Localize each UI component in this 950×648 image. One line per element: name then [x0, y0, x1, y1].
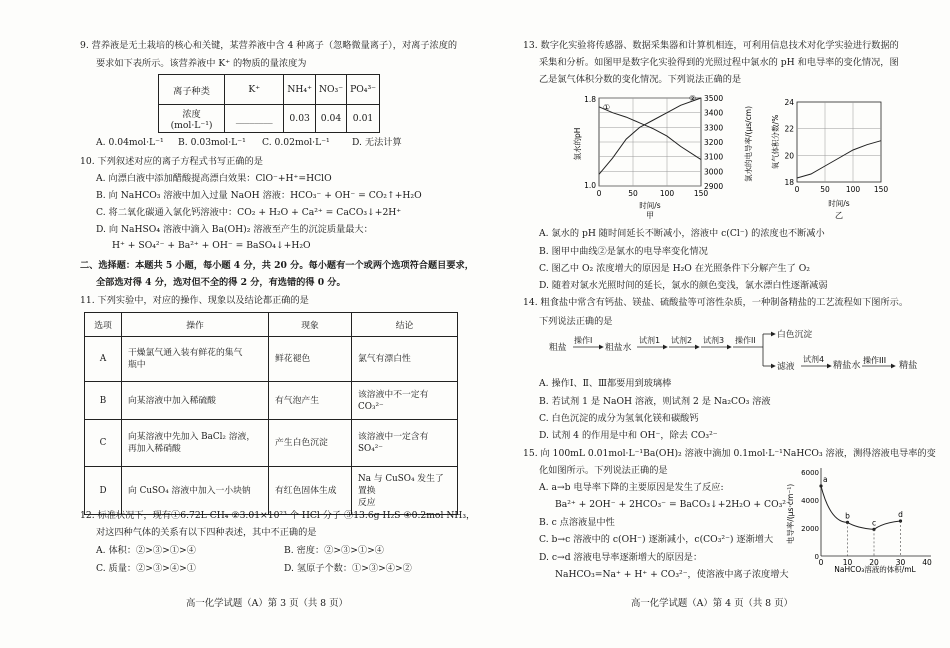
chart-yi-series-line: [797, 141, 881, 178]
q13-option-b: B. 图甲中曲线②是氯水的电导率变化情况: [539, 246, 708, 257]
flow-op1: 操作I: [574, 336, 593, 345]
q14-option-b: B. 若试剂 1 是 NaOH 溶液，则试剂 2 是 Na₂CO₃ 溶液: [539, 396, 771, 407]
chart-jia-xlabel: 时间/s: [639, 201, 661, 210]
q9-th-po4: PO₄³⁻: [347, 75, 380, 105]
q11-a-conclusion: 氯气有漂白性: [352, 337, 458, 382]
chart-jia-y2tick: 2900: [704, 182, 724, 191]
q10-option-d-line2: H⁺ + SO₄²⁻ + Ba²⁺ + OH⁻ = BaSO₄↓+H₂O: [112, 240, 311, 251]
q9-th-nh4: NH₄⁺: [284, 75, 316, 105]
q11-c-conclusion: 该溶液中一定含有SO₄²⁻: [352, 420, 458, 467]
q9-option-c: C. 0.02mol·L⁻¹: [262, 137, 330, 148]
q14-option-c: C. 白色沉淀的成分为氢氧化镁和碳酸钙: [539, 413, 699, 424]
q11-a-operation: [122, 337, 269, 382]
chart-jia: [575, 88, 757, 220]
q9-th-no3: NO₃⁻: [315, 75, 346, 105]
q13-stem-line3: 乙是氯气体积分数的变化情况。下列说法正确的是: [539, 74, 742, 85]
q13-option-c: C. 图乙中 O₂ 浓度增大的原因是 H₂O 在光照条件下分解产生了 O₂: [539, 263, 810, 274]
chart-jia-series-line-2: [599, 98, 701, 174]
chart-cond-point-a: [819, 484, 822, 487]
q9-stem-line2: 要求如下表所示。该营养液中 K⁺ 的物质的量浓度为: [96, 58, 307, 69]
chart-yi-xlabel: 时间/s: [828, 199, 850, 208]
chart-jia-ytick-top: 1.8: [584, 95, 596, 104]
flow-refined-salt: 精盐: [899, 360, 918, 371]
q11-c-op-line1: 向某溶液中先加入 BaCl₂ 溶液，: [128, 432, 256, 442]
page-4: [475, 0, 950, 648]
q15-stem-line1: 15. 向 100mL 0.01mol·L⁻¹Ba(OH)₂ 溶液中滴加 0.1mol·L⁻¹NaHCO₃ 溶液，测得溶液电导率的变: [523, 448, 936, 459]
section2-heading-line1: 二、选择题：本题共 5 小题，每小题 4 分，共 20 分。每小题有一个或两个选项符合题目要求，: [80, 260, 474, 271]
q11-c-option: C: [85, 420, 122, 467]
q11-d-conclusion: [352, 467, 458, 515]
chart-cond-curve: [821, 486, 901, 529]
q10-option-c: C. 将二氧化碳通入氯化钙溶液中：CO₂ + H₂O + Ca²⁺ = CaCO₃↓+2H⁺: [96, 207, 402, 218]
q14-stem-line1: 14. 粗食盐中常含有钙盐、镁盐、硫酸盐等可溶性杂质，一种制备精盐的工艺流程如下图所示。: [523, 297, 909, 308]
q11-th-option: 选项: [85, 313, 122, 337]
q15-option-a-line2: Ba²⁺ + 2OH⁻ + 2HCO₃⁻ = BaCO₃↓+2H₂O + CO₃²⁻: [555, 499, 791, 510]
chart-cond-xtick: 40: [922, 558, 932, 567]
q15-option-d-line1: D. c→d 溶液电导率逐渐增大的原因是：: [539, 552, 703, 563]
chart-yi: [771, 94, 891, 220]
chart-cond-ytick: 6000: [801, 469, 819, 477]
chart-jia-xtick: 150: [693, 189, 709, 198]
chart-jia-xtick: 0: [596, 189, 602, 198]
q9-option-b: B. 0.03mol·L⁻¹: [178, 137, 246, 148]
chart-yi-ytick: 22: [784, 124, 794, 134]
q11-b-conclusion: 该溶液中不一定有CO₃²⁻: [352, 382, 458, 420]
q9-td-po4: 0.01: [347, 105, 380, 133]
q11-th-operation: 操作: [122, 313, 269, 337]
flow-op3: 操作III: [863, 356, 887, 365]
chart-cond-xtick: 20: [869, 558, 879, 567]
q11-d-co-line1: Na 与 CuSO₄ 发生了置换: [358, 473, 444, 496]
q10-option-b: B. 向 NaHCO₃ 溶液中加入过量 NaOH 溶液：HCO₃⁻ + OH⁻ = CO₂↑+H₂O: [96, 190, 422, 201]
chart-jia-series-label-1: ①: [603, 102, 611, 112]
section2-heading-line2: 全部选对得 4 分，选对但不全的得 2 分，有选错的得 0 分。: [96, 277, 346, 288]
q14-stem-line2: 下列说法正确的是: [539, 316, 613, 327]
chart-yi-xtick: 0: [794, 185, 800, 194]
chart-yi-xtick: 100: [845, 185, 861, 194]
chart-jia-y2tick: 3000: [704, 167, 724, 177]
flow-filtrate: 滤液: [777, 362, 795, 372]
chart-cond-xtick: 30: [895, 558, 906, 567]
q11-th-conclusion: 结论: [352, 313, 458, 337]
q9-td-nh4: 0.03: [284, 105, 316, 133]
q9-th-k: K⁺: [225, 75, 284, 105]
chart-jia-ylabel: 氯水的pH: [573, 127, 582, 161]
chart-cond-point-label: b: [845, 511, 850, 521]
chart-cond-ylabel: 电导率/(μs·cm⁻¹): [786, 483, 795, 545]
q9-td-label: 浓度(mol·L⁻¹): [159, 105, 225, 133]
flow-reagent3: 试剂3: [703, 336, 725, 345]
q12-stem-line1: 12. 标准状况下，现有①6.72L CH₄ ②3.01×10²³ 个 HCl 分子 ③13.6g H₂S ④0.2mol NH₃，: [80, 510, 476, 521]
chart-jia-ytick-bottom: 1.0: [584, 181, 596, 190]
q10-stem: 10. 下列叙述对应的离子方程式书写正确的是: [80, 156, 263, 167]
flow-crude-salt: 粗盐: [549, 343, 567, 353]
chart-cond-ytick: 0: [814, 553, 819, 561]
q11-row-d: [85, 467, 458, 515]
q11-d-phenomenon: 有红色固体生成: [269, 467, 352, 515]
q15-option-c: C. b→c 溶液中的 c(OH⁻) 逐渐减小，c(CO₃²⁻) 逐渐增大: [539, 534, 774, 545]
q11-d-option: D: [85, 467, 122, 515]
chart-jia-y2label: 氯水的电导率/(μs/cm): [744, 105, 753, 183]
q11-stem: 11. 下列实验中，对应的操作、现象以及结论都正确的是: [80, 295, 309, 306]
q11-table: [84, 312, 458, 515]
q11-a-option: A: [85, 337, 122, 382]
chart-yi-xtick: 150: [873, 185, 889, 194]
chart-yi-ytick: 20: [784, 151, 794, 161]
chart-jia-caption: 甲: [646, 211, 654, 220]
q11-row-c: [85, 420, 458, 467]
q9-stem-line1: 9. 营养液是无土栽培的核心和关键，某营养液中含 4 种离子（忽略微量离子），对离子浓度的: [80, 40, 458, 51]
q15-option-b: B. c 点溶液显中性: [539, 517, 615, 528]
chart-yi-ytick: 24: [784, 98, 794, 107]
q9-table: [158, 74, 380, 133]
chart-jia-series-label-2: ②: [689, 94, 697, 103]
flow-refined-brine: 精盐水: [833, 360, 861, 371]
q9-option-d: D. 无法计算: [352, 137, 402, 148]
q10-option-d-line1: D. 向 NaHSO₄ 溶液中滴入 Ba(OH)₂ 溶液至产生的沉淀质量最大：: [96, 224, 373, 235]
flow-crude-brine: 粗盐水: [605, 343, 632, 353]
q11-row-b: [85, 382, 458, 420]
chart-conductivity: [787, 464, 937, 576]
q12-option-d: D. 氢原子个数：①>③>④>②: [284, 563, 412, 574]
flow-op2: 操作II: [735, 336, 756, 345]
q11-th-phenomenon: 现象: [269, 313, 352, 337]
q11-c-op-line2: 再加入稀硝酸: [128, 444, 181, 454]
chart-yi-caption: 乙: [835, 211, 843, 220]
q14-option-d: D. 试剂 4 的作用是中和 OH⁻，除去 CO₃²⁻: [539, 430, 718, 441]
flow-white-precipitate: 白色沉淀: [777, 330, 813, 340]
q13-option-d: D. 随着对氯水光照时间的延长，氯水的颜色变浅，氯水漂白性逐渐减弱: [539, 280, 828, 291]
q12-option-c: C. 质量：②>③>④>①: [96, 563, 196, 574]
chart-jia-y2tick: 3300: [704, 123, 724, 133]
q11-c-operation: [122, 420, 269, 467]
chart-cond-xlabel: NaHCO₃溶液的体积/mL: [834, 565, 916, 574]
q11-d-co-line2: 反应: [358, 497, 376, 508]
chart-jia-xtick: 100: [659, 189, 675, 198]
q11-b-option: B: [85, 382, 122, 420]
page-3-footer: 高一化学试题（A）第 3 页（共 8 页）: [186, 598, 348, 609]
q10-option-a: A. 向漂白液中添加醋酸提高漂白效果：ClO⁻+H⁺=HClO: [96, 173, 332, 184]
q9-th-ion: 离子种类: [159, 75, 225, 105]
q13-stem-line1: 13. 数字化实验将传感器、数据采集器和计算机相连，可利用信息技术对化学实验进行数据的: [523, 40, 899, 51]
q12-option-a: A. 体积：②>③>①>④: [96, 545, 196, 556]
q9-td-k-blank: ________: [225, 105, 284, 133]
q11-a-phenomenon: 鲜花褪色: [269, 337, 352, 382]
q11-row-a: [85, 337, 458, 382]
chart-cond-point-label: a: [823, 475, 828, 484]
chart-jia-y2tick: 3400: [704, 108, 724, 118]
q15-option-d-line2: NaHCO₃=Na⁺ + H⁺ + CO₃²⁻，使溶液中离子浓度增大: [555, 569, 789, 580]
q12-stem-line2: 对这四种气体的关系有以下四种表述，其中不正确的是: [96, 527, 317, 538]
q13-option-a: A. 氯水的 pH 随时间延长不断减小，溶液中 c(Cl⁻) 的浓度也不断减小: [539, 228, 825, 239]
chart-yi-xtick: 50: [820, 185, 830, 194]
q11-b-phenomenon: 有气泡产生: [269, 382, 352, 420]
q11-a-op-line1: 干燥氯气通入装有鲜花的集气: [128, 348, 243, 358]
chart-jia-y2tick: 3500: [704, 94, 724, 103]
q11-c-phenomenon: 产生白色沉淀: [269, 420, 352, 467]
flow-reagent1: 试剂1: [639, 336, 661, 345]
chart-cond-xtick: 10: [842, 558, 853, 567]
q13-stem-line2: 采集和分析。如图甲是数字化实验得到的光照过程中氯水的 pH 和电导率的变化情况，图: [539, 57, 899, 68]
flow-op3-arrow: [861, 356, 897, 372]
q11-a-op-line2: 瓶中: [128, 360, 146, 370]
chart-cond-ytick: 2000: [801, 525, 819, 533]
q15-stem-line2: 化如图所示。下列说法正确的是: [539, 465, 668, 476]
chart-cond-ytick: 4000: [801, 497, 819, 505]
q14-option-a: A. 操作Ⅰ、Ⅱ、Ⅲ都要用到玻璃棒: [539, 378, 672, 389]
chart-cond-xtick: 0: [818, 558, 824, 567]
flow-reagent2: 试剂2: [671, 336, 693, 345]
q9-option-a: A. 0.04mol·L⁻¹: [96, 137, 164, 148]
chart-yi-ytick: 18: [784, 178, 794, 187]
page-4-footer: 高一化学试题（A）第 4 页（共 8 页）: [631, 598, 793, 609]
chart-jia-series-line-1: [599, 107, 701, 160]
chart-yi-frame: [797, 102, 881, 182]
q15-option-a-line1: A. a→b 电导率下降的主要原因是发生了反应:: [539, 482, 724, 493]
q11-d-operation: 向 CuSO₄ 溶液中加入一小块钠: [122, 467, 269, 515]
flow-reagent4: 试剂4: [803, 355, 825, 364]
chart-cond-point-label: d: [898, 510, 903, 519]
chart-jia-y2tick: 3100: [704, 152, 724, 162]
q12-option-b: B. 密度：②>③>①>④: [284, 545, 384, 556]
chart-jia-y2tick: 3200: [704, 138, 724, 147]
chart-yi-ylabel: 氧气体积分数/%: [771, 114, 780, 170]
q11-b-operation: 向某溶液中加入稀硫酸: [122, 382, 269, 420]
chart-cond-point-label: c: [871, 518, 877, 528]
q9-td-no3: 0.04: [315, 105, 346, 133]
chart-jia-xtick: 50: [628, 189, 638, 198]
